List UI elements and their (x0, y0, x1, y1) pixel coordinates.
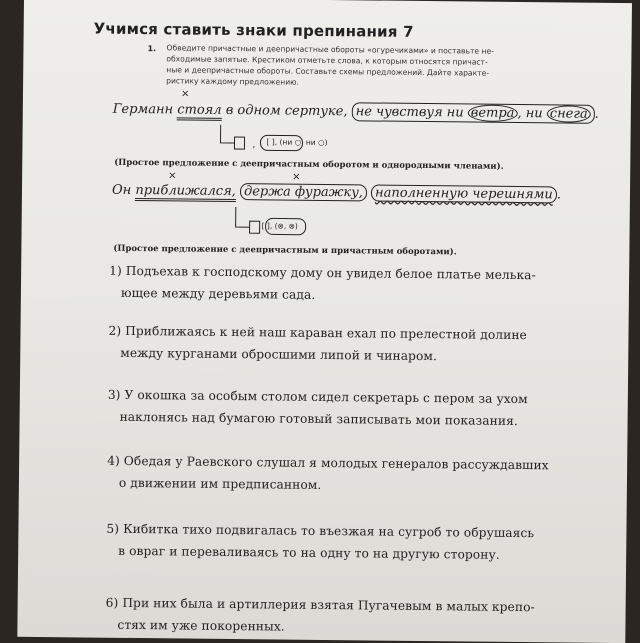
task-item-3 (108, 384, 578, 433)
example2-caption: (Простое предложение с деепричастным и причастным оборотами). (113, 243, 457, 258)
task-item-4 (107, 450, 577, 499)
example1-subject: Германн (112, 101, 174, 118)
task-item-2 (108, 320, 578, 369)
task-line: в овраг и переваливаясь то на одну то на другую сторону. (118, 543, 500, 562)
homogeneous-member: снега (547, 105, 591, 122)
task-line: 1) Подъехав к господскому дому он увидел белое платье мелька- (109, 263, 536, 283)
example1-words: в одном сертуке, (225, 102, 348, 120)
instruction-line: Обведите причастные и деепричастные обороты «огуречиками» и поставьте не- (166, 43, 494, 56)
instruction-line: ристику каждому предложению. (166, 76, 300, 87)
task-item-6 (105, 592, 575, 641)
task-line: ющее между деревьями сада. (120, 285, 316, 302)
instruction-line: обходимые запятые. Крестиком отметьте слова, к которым относятся причаст- (166, 54, 488, 67)
sentence-schema-2 (230, 205, 320, 236)
task-line: между курганами обросшими липой и чинаром. (120, 345, 438, 364)
cross-mark: × (168, 170, 177, 182)
task-line: 4) Обедая у Раевского слушал я молодых генералов рассуждавших (107, 453, 549, 473)
svg-text:,: , (252, 140, 256, 151)
example2-subject: Он (111, 182, 132, 198)
example-sentence-2: Он приближался, держа фуражку, наполненную черешнями . (111, 182, 561, 203)
task-line: наклонясь над бумагою готовый записывать мои показания. (119, 409, 518, 429)
instruction-number: 1. (147, 44, 157, 54)
instruction-text (166, 42, 528, 90)
example1-schema-text: [ ], (ни ○, ни ○) (266, 137, 328, 148)
example2-gerund-phrase: держа фуражку, (240, 183, 367, 201)
example2-participle-phrase: наполненную черешнями (371, 184, 557, 203)
task-line: стях им уже покоренных. (117, 617, 285, 634)
task-line: 3) У окошка за особым столом сидел секретарь с пером за ухом (107, 387, 528, 407)
example2-predicate: приближался, (135, 183, 236, 202)
task-line: 5) Кибитка тихо подвигалась то въезжая на сугроб то обрушаясь (106, 521, 535, 541)
instruction-line: ные и деепричастные обороты. Составьте схемы предложений. Дайте характе- (166, 65, 490, 78)
task-item-5 (106, 518, 576, 567)
homogeneous-member: ветра (468, 104, 518, 122)
example1-caption: (Простое предложение с деепричастным оборотом и однородными членами). (114, 157, 504, 172)
example2-schema-text: [ ], (⊗, ⊗) (261, 221, 298, 231)
cross-mark: × (292, 171, 301, 183)
task-line: 2) Приближаясь к ней наш караван ехал по прелестной долине (108, 323, 527, 343)
task-line: 6) При них была и артиллерия взятая Пугачевым в малых крепо- (105, 595, 535, 615)
example-sentence-1: Германн стоял в одном сертуке, не чувствуя ни ветра , ни снега . (112, 101, 599, 122)
page-title: Учимся ставить знаки препинания 7 (93, 19, 414, 41)
worksheet-page (17, 0, 632, 643)
cross-mark: × (180, 88, 190, 100)
task-item-1 (109, 260, 579, 309)
task-line: о движении им предписанном. (118, 475, 322, 492)
example1-participial-phrase: не чувствуя ни ветра , ни снега (352, 102, 595, 124)
example1-predicate: стоял (177, 102, 222, 120)
